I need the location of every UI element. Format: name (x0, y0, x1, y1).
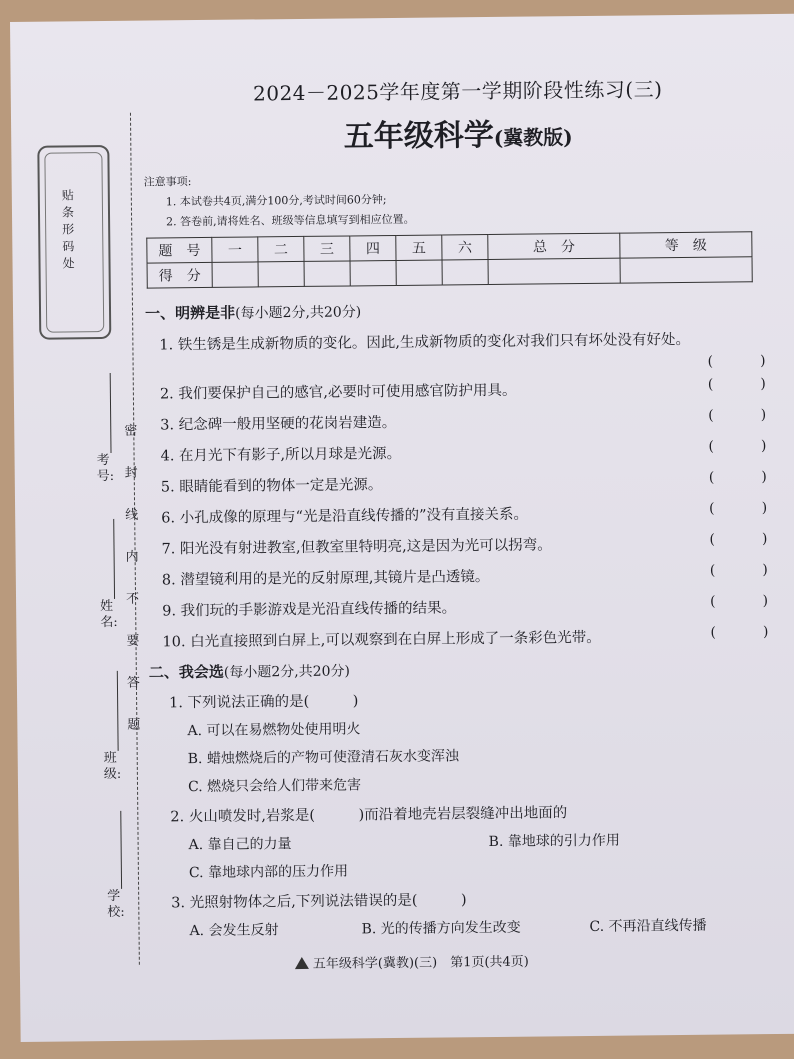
answer-blank[interactable]: ( ) (707, 376, 766, 393)
tf-question (162, 593, 778, 620)
answer-blank[interactable]: ( ) (709, 500, 768, 517)
score-input-cell[interactable] (258, 261, 304, 286)
seal-instruction: 密封线内不要答题 (124, 423, 141, 733)
section1-heading: 一、明辨是非 (144, 303, 236, 323)
tf-question (162, 562, 778, 589)
answer-blank[interactable]: ( ) (708, 407, 767, 424)
tf-question (160, 438, 776, 465)
score-table-score-row (147, 257, 752, 288)
subject-title: 五年级科学 (343, 117, 494, 155)
mc-option[interactable]: B. 蜡烛燃烧后的产物可使澄清石灰水变浑浊 (187, 748, 459, 768)
tf-question-text: 5. 眼睛能看到的物体一定是光源。 (160, 477, 383, 496)
answer-blank[interactable]: ( ) (710, 593, 769, 610)
tf-question-text: 10. 白光直接照到白屏上,可以观察到在白屏上形成了一条彩色光带。 (162, 629, 601, 651)
exam-paper (10, 14, 794, 1042)
mc-option[interactable]: A. 可以在易燃物处使用明火 (187, 721, 361, 740)
tf-question (162, 624, 778, 651)
exam-number-label: 考号: (96, 452, 115, 485)
score-table-cell: 二 (258, 236, 304, 261)
score-input-cell[interactable] (620, 257, 752, 283)
barcode-label: 贴条形码处 (61, 188, 75, 271)
tf-question (161, 500, 777, 527)
mc-question-stem: 2. 火山喷发时,岩浆是( )而沿着地壳岩层裂缝冲出地面的 (170, 805, 568, 826)
score-row-label: 得 分 (147, 262, 212, 288)
note-item: 2. 答卷前,请将姓名、班级等信息填写到相应位置。 (166, 212, 415, 229)
answer-blank[interactable]: ( ) (708, 438, 767, 455)
tf-question (161, 531, 777, 558)
edition-label: (冀教版) (493, 125, 573, 150)
notes-heading: 注意事项: (143, 175, 192, 189)
name-line (113, 519, 115, 599)
tf-question-text: 3. 纪念碑一般用坚硬的花岗岩建造。 (160, 414, 397, 434)
barcode-area (37, 145, 111, 340)
mc-option[interactable]: B. 光的传播方向发生改变 (361, 919, 521, 938)
mc-option[interactable]: A. 靠自己的力量 (188, 836, 292, 854)
school-line (120, 811, 122, 889)
mc-option[interactable]: C. 靠地球内部的压力作用 (188, 863, 349, 882)
tf-question (159, 327, 775, 372)
answer-blank[interactable]: ( ) (709, 531, 768, 548)
score-table-cell: 六 (442, 235, 488, 260)
tf-question-text: 1. 铁生锈是生成新物质的变化。因此,生成新物质的变化对我们只有坏处没有好处。 (159, 331, 691, 354)
name-label: 姓名: (100, 598, 118, 631)
tf-question-text: 6. 小孔成像的原理与“光是沿直线传播的”没有直接关系。 (161, 506, 529, 527)
note-item: 1. 本试卷共4页,满分100分,考试时间60分钟; (165, 193, 387, 209)
tf-question (160, 407, 776, 434)
tf-question-text: 8. 潜望镜利用的是光的反射原理,其镜片是凸透镜。 (161, 569, 490, 589)
score-table-cell: 四 (350, 235, 396, 260)
score-table-cell: 题 号 (147, 237, 212, 263)
score-input-cell[interactable] (488, 258, 620, 284)
answer-blank[interactable]: ( ) (710, 624, 769, 641)
mc-option[interactable]: C. 燃烧只会给人们带来危害 (187, 777, 362, 796)
score-input-cell[interactable] (304, 261, 350, 286)
section2-heading: 二、我会选 (148, 662, 224, 682)
section2-subtitle: (每小题2分,共20分) (223, 663, 351, 681)
exam-number-line (110, 373, 112, 453)
section1-title (145, 296, 775, 324)
main-content (143, 72, 782, 941)
footer-text: 五年级科学(冀教)(三) 第1页(共4页) (312, 954, 529, 972)
mc-question-stem: 1. 下列说法正确的是( ) (169, 693, 359, 712)
exam-title-line: 2024－2025学年度第一学期阶段性练习(三) (252, 77, 663, 106)
section1-subtitle: (每小题2分,共20分) (234, 304, 362, 322)
score-table-cell: 三 (304, 236, 350, 261)
tf-question-text: 7. 阳光没有射进教室,但教室里特明亮,这是因为光可以拐弯。 (161, 537, 552, 558)
mc-option-row (189, 914, 781, 940)
tf-question (161, 469, 777, 496)
exam-main-title (143, 107, 773, 158)
mc-option[interactable]: B. 靠地球的引力作用 (488, 832, 620, 851)
page-footer (20, 948, 794, 975)
tf-question-text: 2. 我们要保护自己的感官,必要时可使用感官防护用具。 (159, 382, 517, 403)
class-line (117, 671, 119, 751)
publisher-logo-icon (295, 957, 309, 969)
score-table (146, 231, 753, 288)
score-table-cell: 总 分 (488, 233, 620, 259)
answer-blank[interactable]: ( ) (708, 469, 767, 486)
answer-blank[interactable]: ( ) (707, 353, 766, 370)
tf-question-text: 9. 我们玩的手影游戏是光沿直线传播的结果。 (162, 600, 457, 620)
tf-question-text: 4. 在月光下有影子,所以月球是光源。 (160, 445, 402, 465)
score-input-cell[interactable] (350, 260, 396, 285)
score-table-cell: 一 (212, 237, 258, 262)
score-input-cell[interactable] (396, 260, 442, 285)
section2-title (149, 655, 779, 683)
score-input-cell[interactable] (212, 262, 258, 287)
mc-question-stem: 3. 光照射物体之后,下列说法错误的是( ) (171, 892, 467, 912)
score-input-cell[interactable] (442, 260, 488, 285)
class-label: 班级: (103, 750, 122, 783)
mc-option-row (189, 828, 781, 854)
mc-option[interactable]: A. 会发生反射 (189, 922, 279, 940)
tf-question (160, 376, 776, 403)
score-table-cell: 五 (396, 235, 442, 260)
school-label: 学校: (107, 888, 125, 921)
answer-blank[interactable]: ( ) (709, 562, 768, 579)
mc-option[interactable]: C. 不再沿直线传播 (589, 917, 707, 935)
score-table-cell: 等 级 (620, 232, 752, 258)
